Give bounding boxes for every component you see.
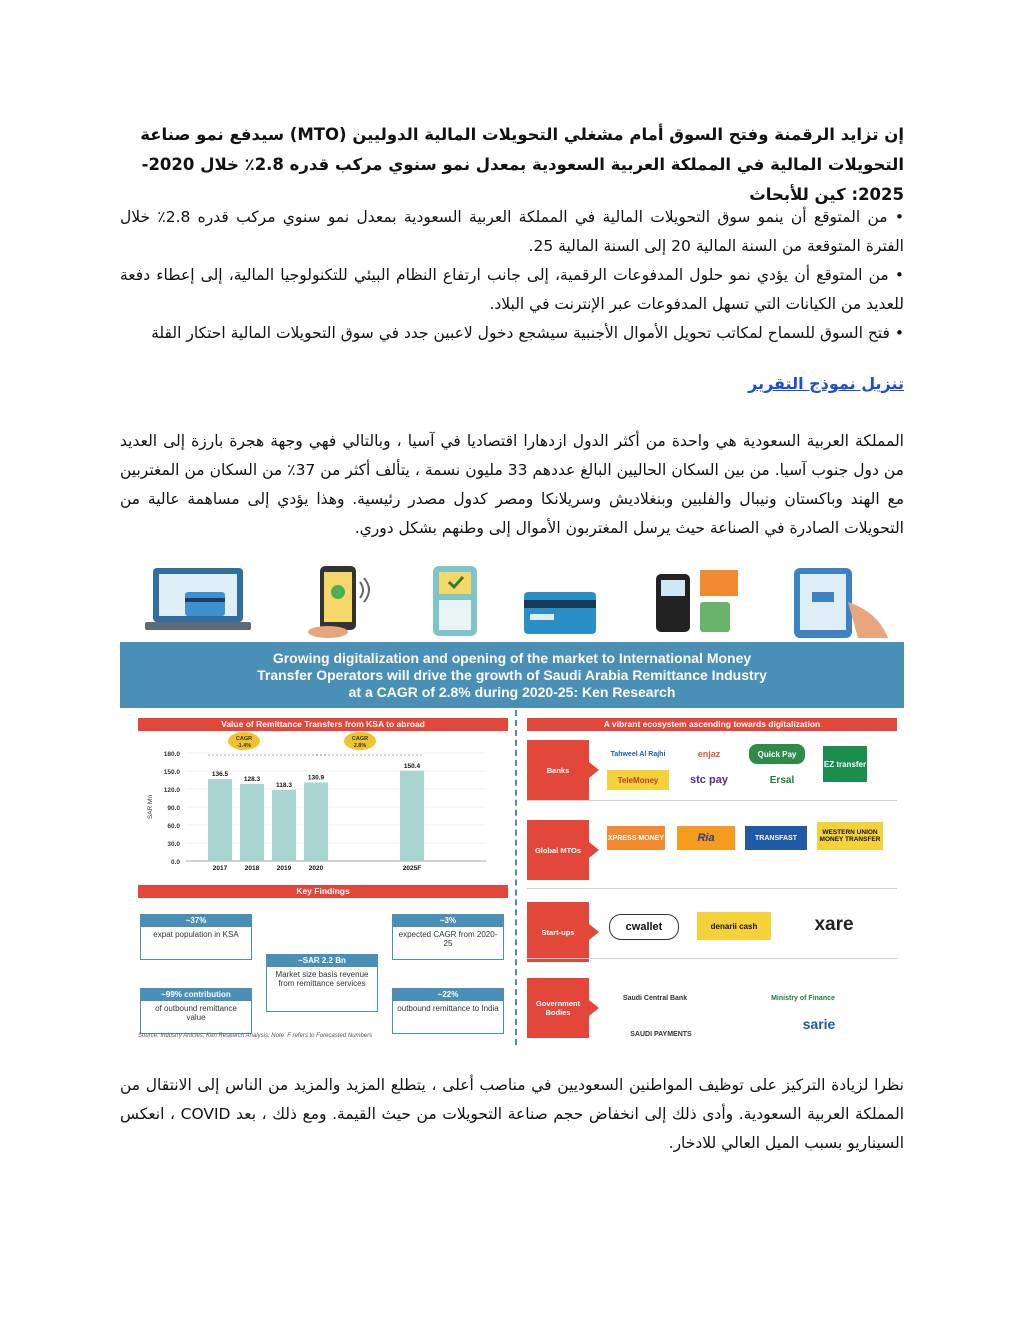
- pos-terminal-icon: [425, 562, 485, 640]
- ecosystem-panel: [527, 718, 897, 1038]
- x-tick-label: 2018: [244, 865, 260, 872]
- finding-text: of outbound remittance value: [155, 1004, 237, 1022]
- finding-card: [392, 914, 504, 960]
- y-tick-label: 60.0: [167, 823, 180, 830]
- finding-text: expat population in KSA: [153, 930, 239, 939]
- download-sample-report-link[interactable]: تنزيل نموذج التقرير: [748, 374, 904, 393]
- saudi-payments-logo: SAUDI PAYMENTS: [630, 1031, 692, 1038]
- xpress-money-logo: XPRESS MONEY: [607, 826, 665, 850]
- finding-value: ~99% contribution: [141, 989, 251, 1001]
- y-tick-label: 0.0: [170, 859, 180, 866]
- bullet-item: • من المتوقع أن يؤدي نمو حلول المدفوعات الرقمية، إلى جانب ارتفاع النظام البيئي للتكنولوجيا المالية، إلى إعطاء دفعة للعديد من الكيانات التي تسهل المدفوعات عبر الإنترنت في البلاد.: [120, 266, 904, 313]
- data-label: 136.5: [211, 771, 229, 779]
- cwallet-logo: cwallet: [609, 914, 679, 940]
- x-tick-label: 2025F: [402, 865, 422, 872]
- stc-pay-logo: stc pay: [690, 774, 728, 786]
- ersal-logo: Ersal: [769, 774, 795, 786]
- y-tick-label: 30.0: [167, 841, 180, 848]
- tablet-pay-icon: [788, 562, 898, 640]
- credit-card-icon: [520, 562, 600, 640]
- finding-text: expected CAGR from 2020-25: [398, 930, 498, 948]
- sarie-logo: sarie: [802, 1016, 836, 1032]
- transfast-logo: TRANSFAST: [745, 826, 807, 850]
- finding-value: ~SAR 2.2 Bn: [267, 955, 377, 967]
- x-tick-label: 2019: [276, 865, 292, 872]
- key-findings: [138, 898, 508, 1048]
- data-label: 130.9: [307, 774, 325, 782]
- card-reader-icon: [650, 562, 745, 640]
- finding-card: [266, 954, 378, 1012]
- y-tick-label: 150.0: [163, 769, 180, 776]
- key-findings-header: Key Findings: [138, 885, 508, 898]
- ecosystem-header: A vibrant ecosystem ascending towards digitalization: [527, 718, 897, 731]
- row-label: Government Bodies: [527, 978, 589, 1038]
- tahweel-logo: Tahweel Al Rajhi: [610, 750, 666, 758]
- ecosystem-row-startups: [527, 898, 897, 958]
- cagr-value: -1.4%: [236, 743, 252, 749]
- remittance-bar-chart: [138, 731, 508, 881]
- bar: [208, 779, 232, 861]
- ez-transfer-logo: EZ transfer: [823, 746, 867, 782]
- payment-icons-row: [120, 560, 904, 642]
- row-separator: [527, 888, 897, 889]
- cagr-value: 2.8%: [353, 743, 367, 749]
- finding-text: Market size basis revenue from remittance services: [275, 970, 369, 988]
- data-label: 118.3: [276, 782, 292, 790]
- finding-value: ~37%: [141, 915, 251, 927]
- ecosystem-row-mtos: [527, 810, 897, 890]
- y-tick-label: 120.0: [163, 787, 180, 794]
- y-tick-label: 90.0: [167, 805, 180, 812]
- panel-divider: [515, 710, 517, 1045]
- chart-container: [138, 731, 508, 881]
- bar: [240, 784, 264, 861]
- finding-card: [140, 988, 252, 1034]
- mobile-payment-icon: [298, 562, 383, 640]
- finding-card: [392, 988, 504, 1034]
- data-label: 128.3: [243, 776, 261, 784]
- finding-card: [140, 914, 252, 960]
- cagr-label: CAGR: [235, 736, 253, 742]
- western-union-logo: WESTERN UNION MONEY TRANSFER: [817, 822, 883, 850]
- ministry-of-finance-logo: Ministry of Finance: [771, 995, 835, 1002]
- cagr-label: CAGR: [351, 736, 369, 742]
- finding-value: ~22%: [393, 989, 503, 1001]
- x-tick-label: 2017: [212, 865, 228, 872]
- ecosystem-row-government: [527, 968, 897, 1048]
- ria-logo: Ria: [677, 826, 735, 850]
- banner-line: Growing digitalization and opening of the market to International Money: [272, 649, 752, 666]
- enjaz-logo: enjaz: [697, 749, 721, 759]
- row-separator: [527, 958, 897, 959]
- remittance-value-panel: [138, 718, 508, 1048]
- saudi-central-bank-logo: Saudi Central Bank: [622, 995, 688, 1002]
- finding-text: outbound remittance to India: [397, 1004, 499, 1013]
- y-axis-label: SAR Mn: [147, 794, 154, 820]
- bullet-item: • من المتوقع أن ينمو سوق التحويلات المالية في المملكة العربية السعودية بمعدل نمو سنوي مركب قدره 2.8٪ خلال الفترة المتوقعة من السنة المالية 20 إلى السنة المالية 25.: [120, 208, 904, 255]
- bar: [400, 771, 424, 861]
- denarii-cash-logo: denarii cash: [697, 912, 771, 940]
- chart-header: Value of Remittance Transfers from KSA to abroad: [138, 718, 508, 731]
- row-separator: [527, 800, 897, 801]
- xare-logo: xare: [814, 914, 854, 935]
- body-paragraph: نظرا لزيادة التركيز على توظيف المواطنين السعوديين في مناصب أعلى ، يتطلع المزيد والمزيد من الناس إلى الانتقال من المملكة العربية السعودية. وأدى ذلك إلى انخفاض حجم صناعة التحويلات من حيث القيمة. ومع ذلك ، بعد COVID ، انعكس السيناريو بسبب الميل العالي للادخار.: [120, 1076, 904, 1152]
- bar: [272, 790, 296, 861]
- infographic-source: Source: Industry Articles, Ken Research Analysis; Note: F refers to Forecasted Numbers: [138, 1033, 373, 1039]
- row-label: Start-ups: [527, 902, 589, 962]
- banner-line: Transfer Operators will drive the growth of Saudi Arabia Remittance Industry: [257, 666, 767, 683]
- row-label: Global MTOs: [527, 820, 589, 880]
- row-label: Banks: [527, 740, 589, 800]
- body-paragraph: المملكة العربية السعودية هي واحدة من أكثر الدول ازدهارا اقتصاديا في آسيا ، وبالتالي فهي وجهة هجرة بارزة إلى العديد من دول جنوب آسيا. من بين السكان الحاليين البالغ عددهم 33 مليون نسمة ، يتألف أكثر من 37٪ من السكان من المغتربين مع الهند وباكستان ونيبال والفلبين وبنغلاديش وسريلانكا ومصر كدول مصدر رئيسية. وهذا يؤدي إلى مساهمة عالية من التحويلات الصادرة في الصناعة حيث يرسل المغتربون الأموال إلى وطنهم بشكل دوري.: [120, 432, 904, 537]
- ecosystem-row-banks: [527, 740, 897, 800]
- y-tick-label: 180.0: [163, 751, 180, 758]
- x-tick-label: 2020: [308, 865, 324, 872]
- article-title: إن تزايد الرقمنة وفتح السوق أمام مشغلي التحويلات المالية الدوليين (MTO) سيدفع نمو صناعة التحويلات المالية في المملكة العربية السعودية بمعدل نمو سنوي مركب قدره 2.8٪ خلال 2020-2025: كين للأبحاث: [140, 125, 904, 204]
- bar: [304, 782, 328, 861]
- quickpay-logo: Quick Pay: [749, 744, 805, 764]
- infographic-banner: [120, 642, 904, 708]
- laptop-card-icon: [145, 562, 255, 640]
- telemoney-logo: TeleMoney: [607, 770, 669, 790]
- banner-line: at a CAGR of 2.8% during 2020-25: Ken Research: [348, 683, 676, 700]
- finding-value: ~3%: [393, 915, 503, 927]
- bullet-list: [120, 203, 904, 348]
- infographic: [120, 560, 904, 1048]
- data-label: 150.4: [403, 762, 421, 770]
- bullet-item: • فتح السوق للسماح لمكاتب تحويل الأموال الأجنبية سيشجع دخول لاعبين جدد في سوق التحويلات المالية احتكار القلة: [151, 324, 904, 342]
